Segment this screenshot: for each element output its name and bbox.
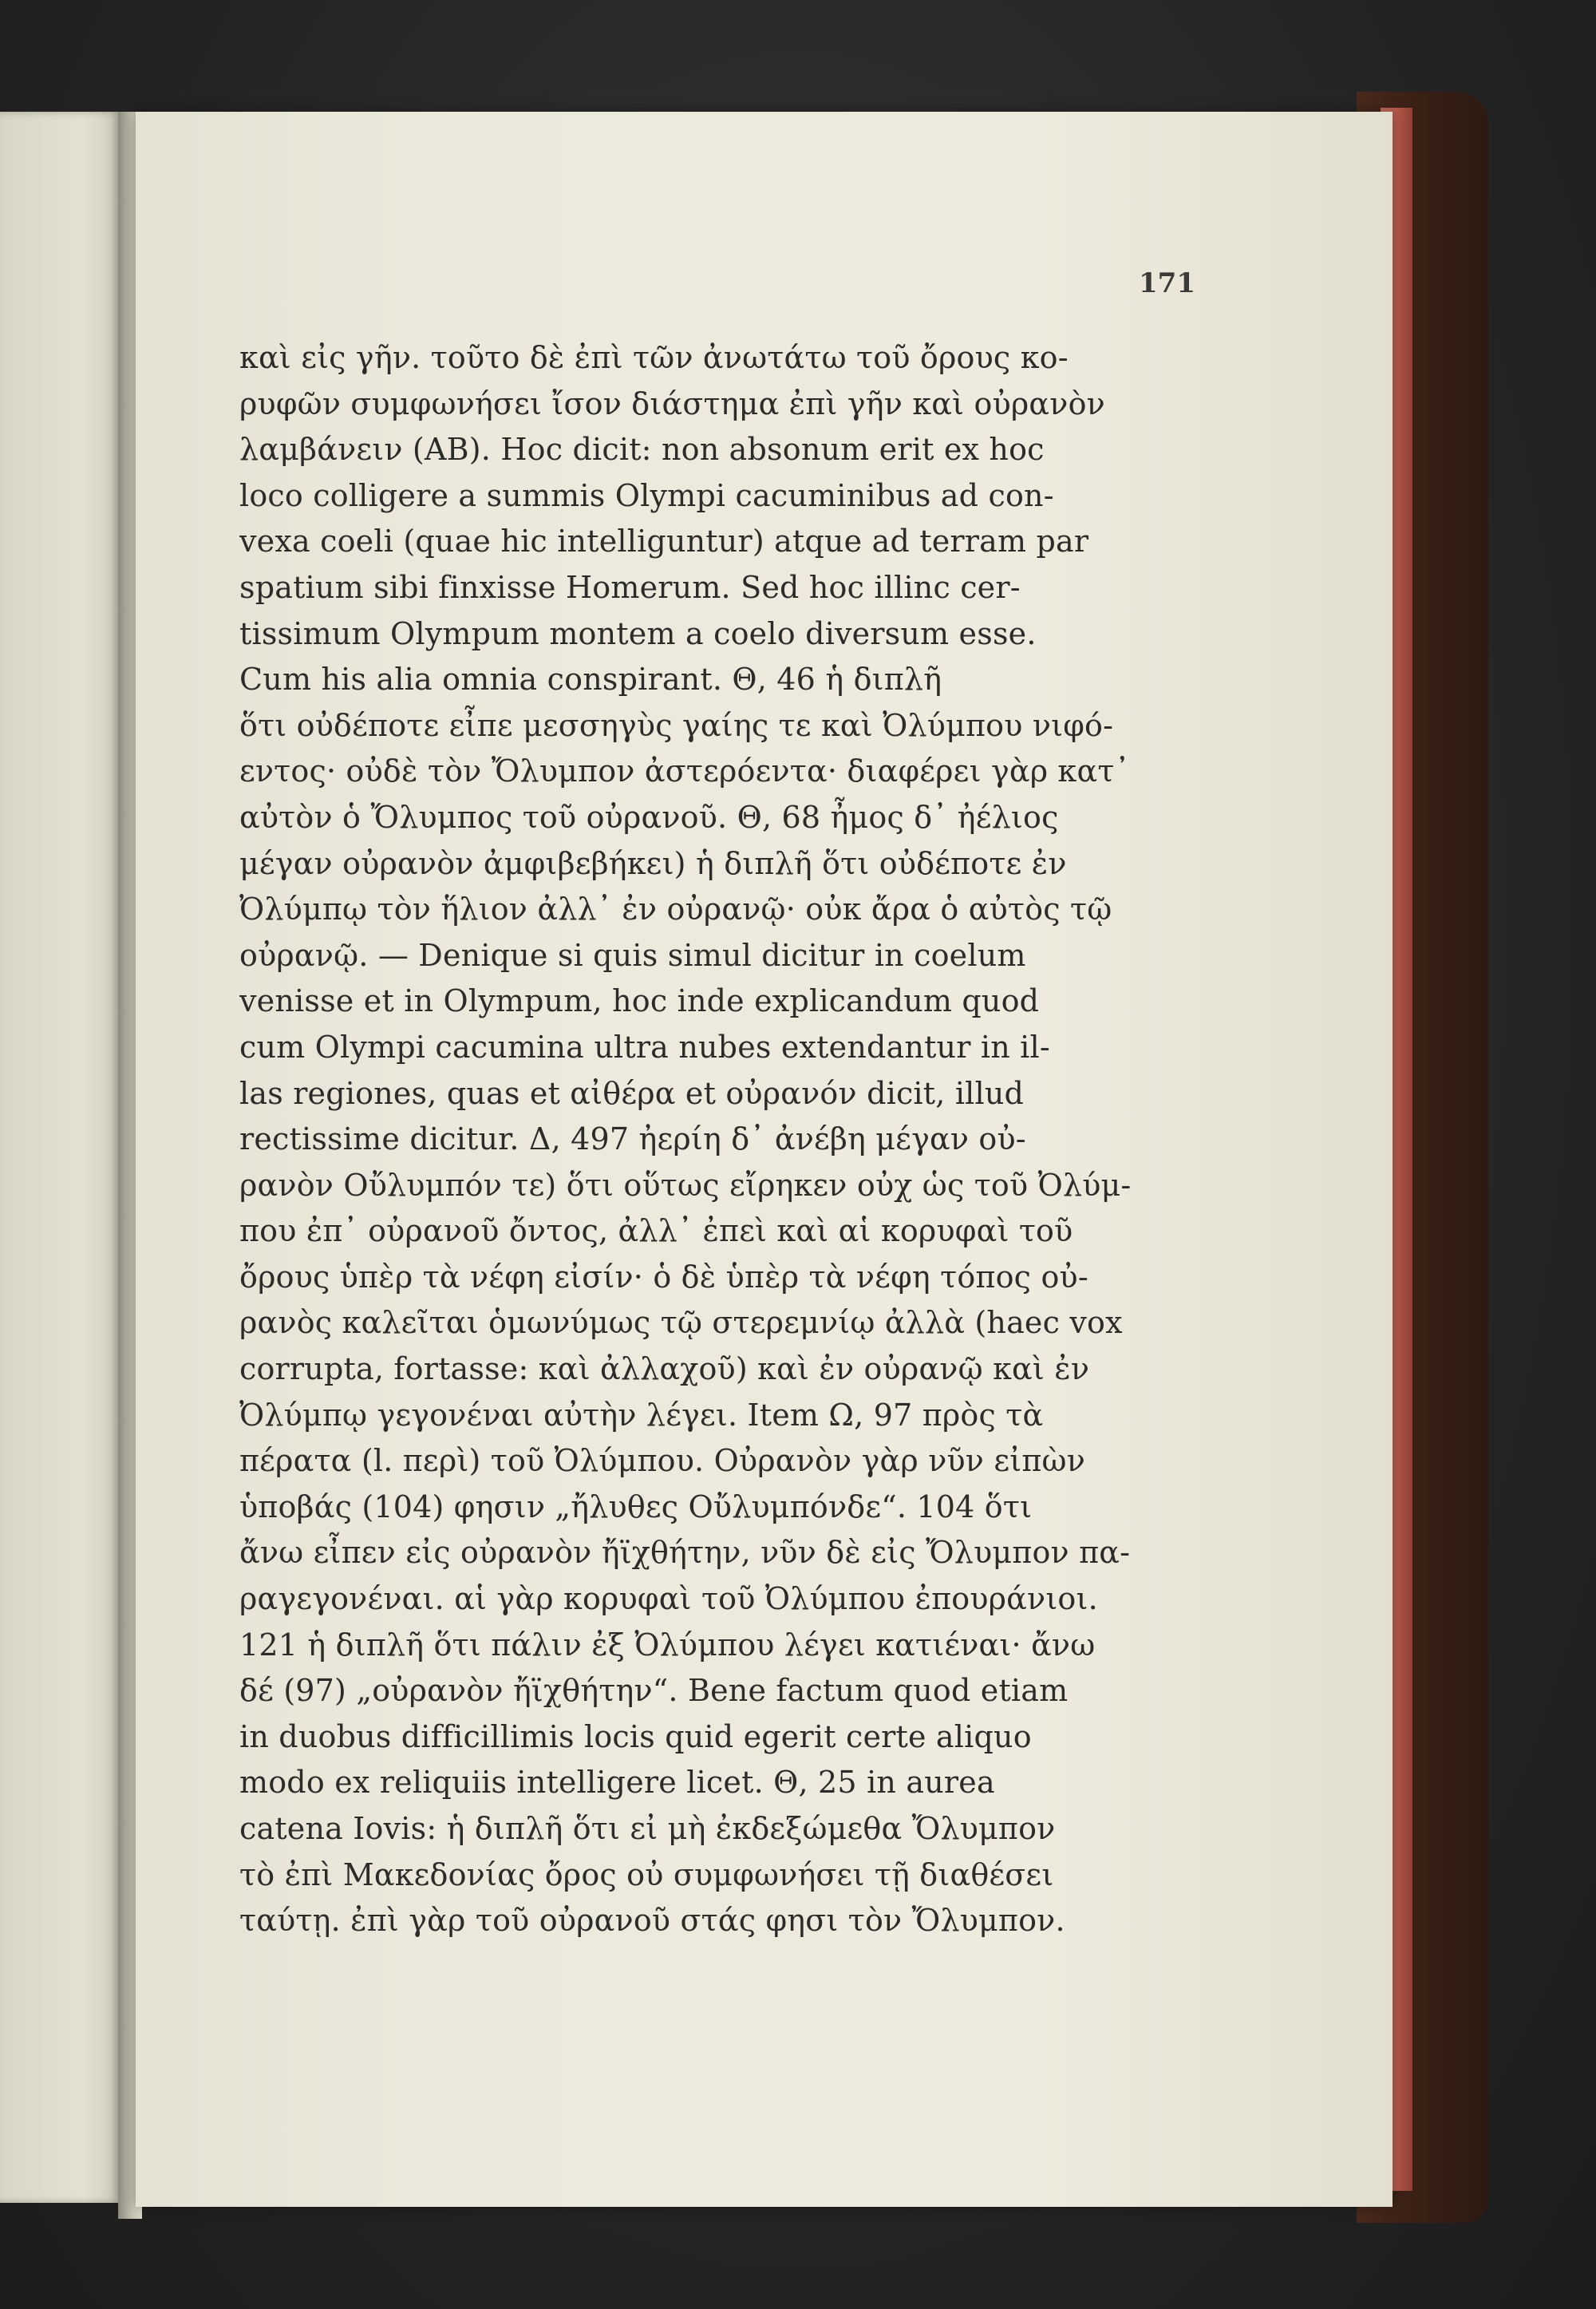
text-line: loco colligere a summis Olympi cacuminibus ad con- [239,477,1054,513]
text-line: που ἐπ᾿ οὐρανοῦ ὄντος, ἀλλ᾿ ἐπεὶ καὶ αἱ κορυφαὶ τοῦ [239,1213,1073,1249]
text-line: τὸ ἐπὶ Μακεδονίας ὄρος οὐ συμφωνήσει τῇ διαθέσει [239,1856,1054,1892]
text-line: in duobus difficillimis locis quid egerit certe aliquo [239,1718,1032,1754]
text-line: οὐρανῷ. — Denique si quis simul dicitur in coelum [239,937,1026,973]
text-line: modo ex reliquiis intelligere licet. Θ, 25 in aurea [239,1765,995,1801]
text-line: ραγεγονέναι. αἱ γὰρ κορυφαὶ τοῦ Ὀλύμπου ἐπουράνιοι. [239,1581,1098,1617]
text-line: μέγαν οὐρανὸν ἀμφιβεβήκει) ἡ διπλῆ ὅτι οὐδέποτε ἐν [239,845,1067,881]
text-line: rectissime dicitur. Δ, 497 ἠερίη δ᾿ ἀνέβη μέγαν οὐ- [239,1121,1026,1157]
text-line: corrupta, fortasse: καὶ ἀλλαχοῦ) καὶ ἐν οὐρανῷ καὶ ἐν [239,1351,1090,1387]
text-line: spatium sibi finxisse Homerum. Sed hoc illinc cer- [239,569,1021,605]
text-line: venisse et in Olympum, hoc inde explicandum quod [239,983,1040,1019]
text-line: καὶ εἰς γῆν. τοῦτο δὲ ἐπὶ τῶν ἀνωτάτω τοῦ ὄρους κο- [239,340,1069,375]
text-line: ρυφῶν συμφωνήσει ἴσον διάστημα ἐπὶ γῆν καὶ οὐρανὸν [239,385,1105,421]
text-line: catena Iovis: ἡ διπλῆ ὅτι εἰ μὴ ἐκδεξώμεθα Ὄλυμπον [239,1811,1056,1846]
text-line: ὄρους ὑπὲρ τὰ νέφη εἰσίν· ὁ δὲ ὑπὲρ τὰ νέφη τόπος οὐ- [239,1259,1088,1295]
text-line: δέ (97) „οὐρανὸν ἤϊχθήτην“. Bene factum quod etiam [239,1673,1069,1709]
text-line: 121 ἡ διπλῆ ὅτι πάλιν ἐξ Ὀλύμπου λέγει κατιέναι· ἄνω [239,1627,1096,1663]
page-text [239,335,1233,1944]
text-line: Cum his alia omnia conspirant. Θ, 46 ἡ διπλῆ [239,662,942,698]
text-line: ἄνω εἶπεν εἰς οὐρανὸν ἤϊχθήτην, νῦν δὲ εἰς Ὄλυμπον πα- [239,1535,1131,1571]
text-line: λαμβάνειν (AB). Hoc dicit: non absonum erit ex hoc [239,432,1045,468]
text-line: tissimum Olympum montem a coelo diversum esse. [239,615,1037,651]
text-line: Ὀλύμπῳ γεγονέναι αὐτὴν λέγει. Item Ω, 97 πρὸς τὰ [239,1397,1044,1433]
page-number: 171 [1139,267,1195,299]
text-line: vexa coeli (quae hic intelliguntur) atque ad terram par [239,524,1089,559]
text-line: ταύτῃ. ἐπὶ γὰρ τοῦ οὐρανοῦ στάς φησι τὸν Ὄλυμπον. [239,1903,1065,1939]
text-line: ρανὸς καλεῖται ὁμωνύμως τῷ στερεμνίῳ ἀλλὰ (haec vox [239,1305,1123,1341]
text-line: ὅτι οὐδέποτε εἶπε μεσσηγὺς γαίης τε καὶ Ὀλύμπου νιφό- [239,707,1114,743]
text-line: cum Olympi cacumina ultra nubes extendantur in il- [239,1029,1050,1065]
text-line: πέρατα (l. περὶ) τοῦ Ὀλύμπου. Οὐρανὸν γὰρ νῦν εἰπὼν [239,1443,1086,1479]
text-line: αὐτὸν ὁ Ὄλυμπος τοῦ οὐρανοῦ. Θ, 68 ἦμος δ᾿ ἠέλιος [239,799,1059,835]
text-line: ρανὸν Οὔλυμπόν τε) ὅτι οὕτως εἴρηκεν οὐχ ὡς τοῦ Ὀλύμ- [239,1167,1132,1203]
text-line: las regiones, quas et αἰθέρα et οὐρανόν dicit, illud [239,1075,1025,1111]
left-page-edge [0,112,120,2203]
text-line: Ὀλύμπῳ τὸν ἥλιον ἀλλ᾿ ἐν οὐρανῷ· οὐκ ἄρα ὁ αὐτὸς τῷ [239,892,1112,927]
text-line: ὑποβάς (104) φησιν „ἤλυθες Οὔλυμπόνδε“. 104 ὅτι [239,1489,1033,1524]
text-line: εντος· οὐδὲ τὸν Ὄλυμπον ἀστερόεντα· διαφέρει γὰρ κατ᾿ [239,753,1130,789]
